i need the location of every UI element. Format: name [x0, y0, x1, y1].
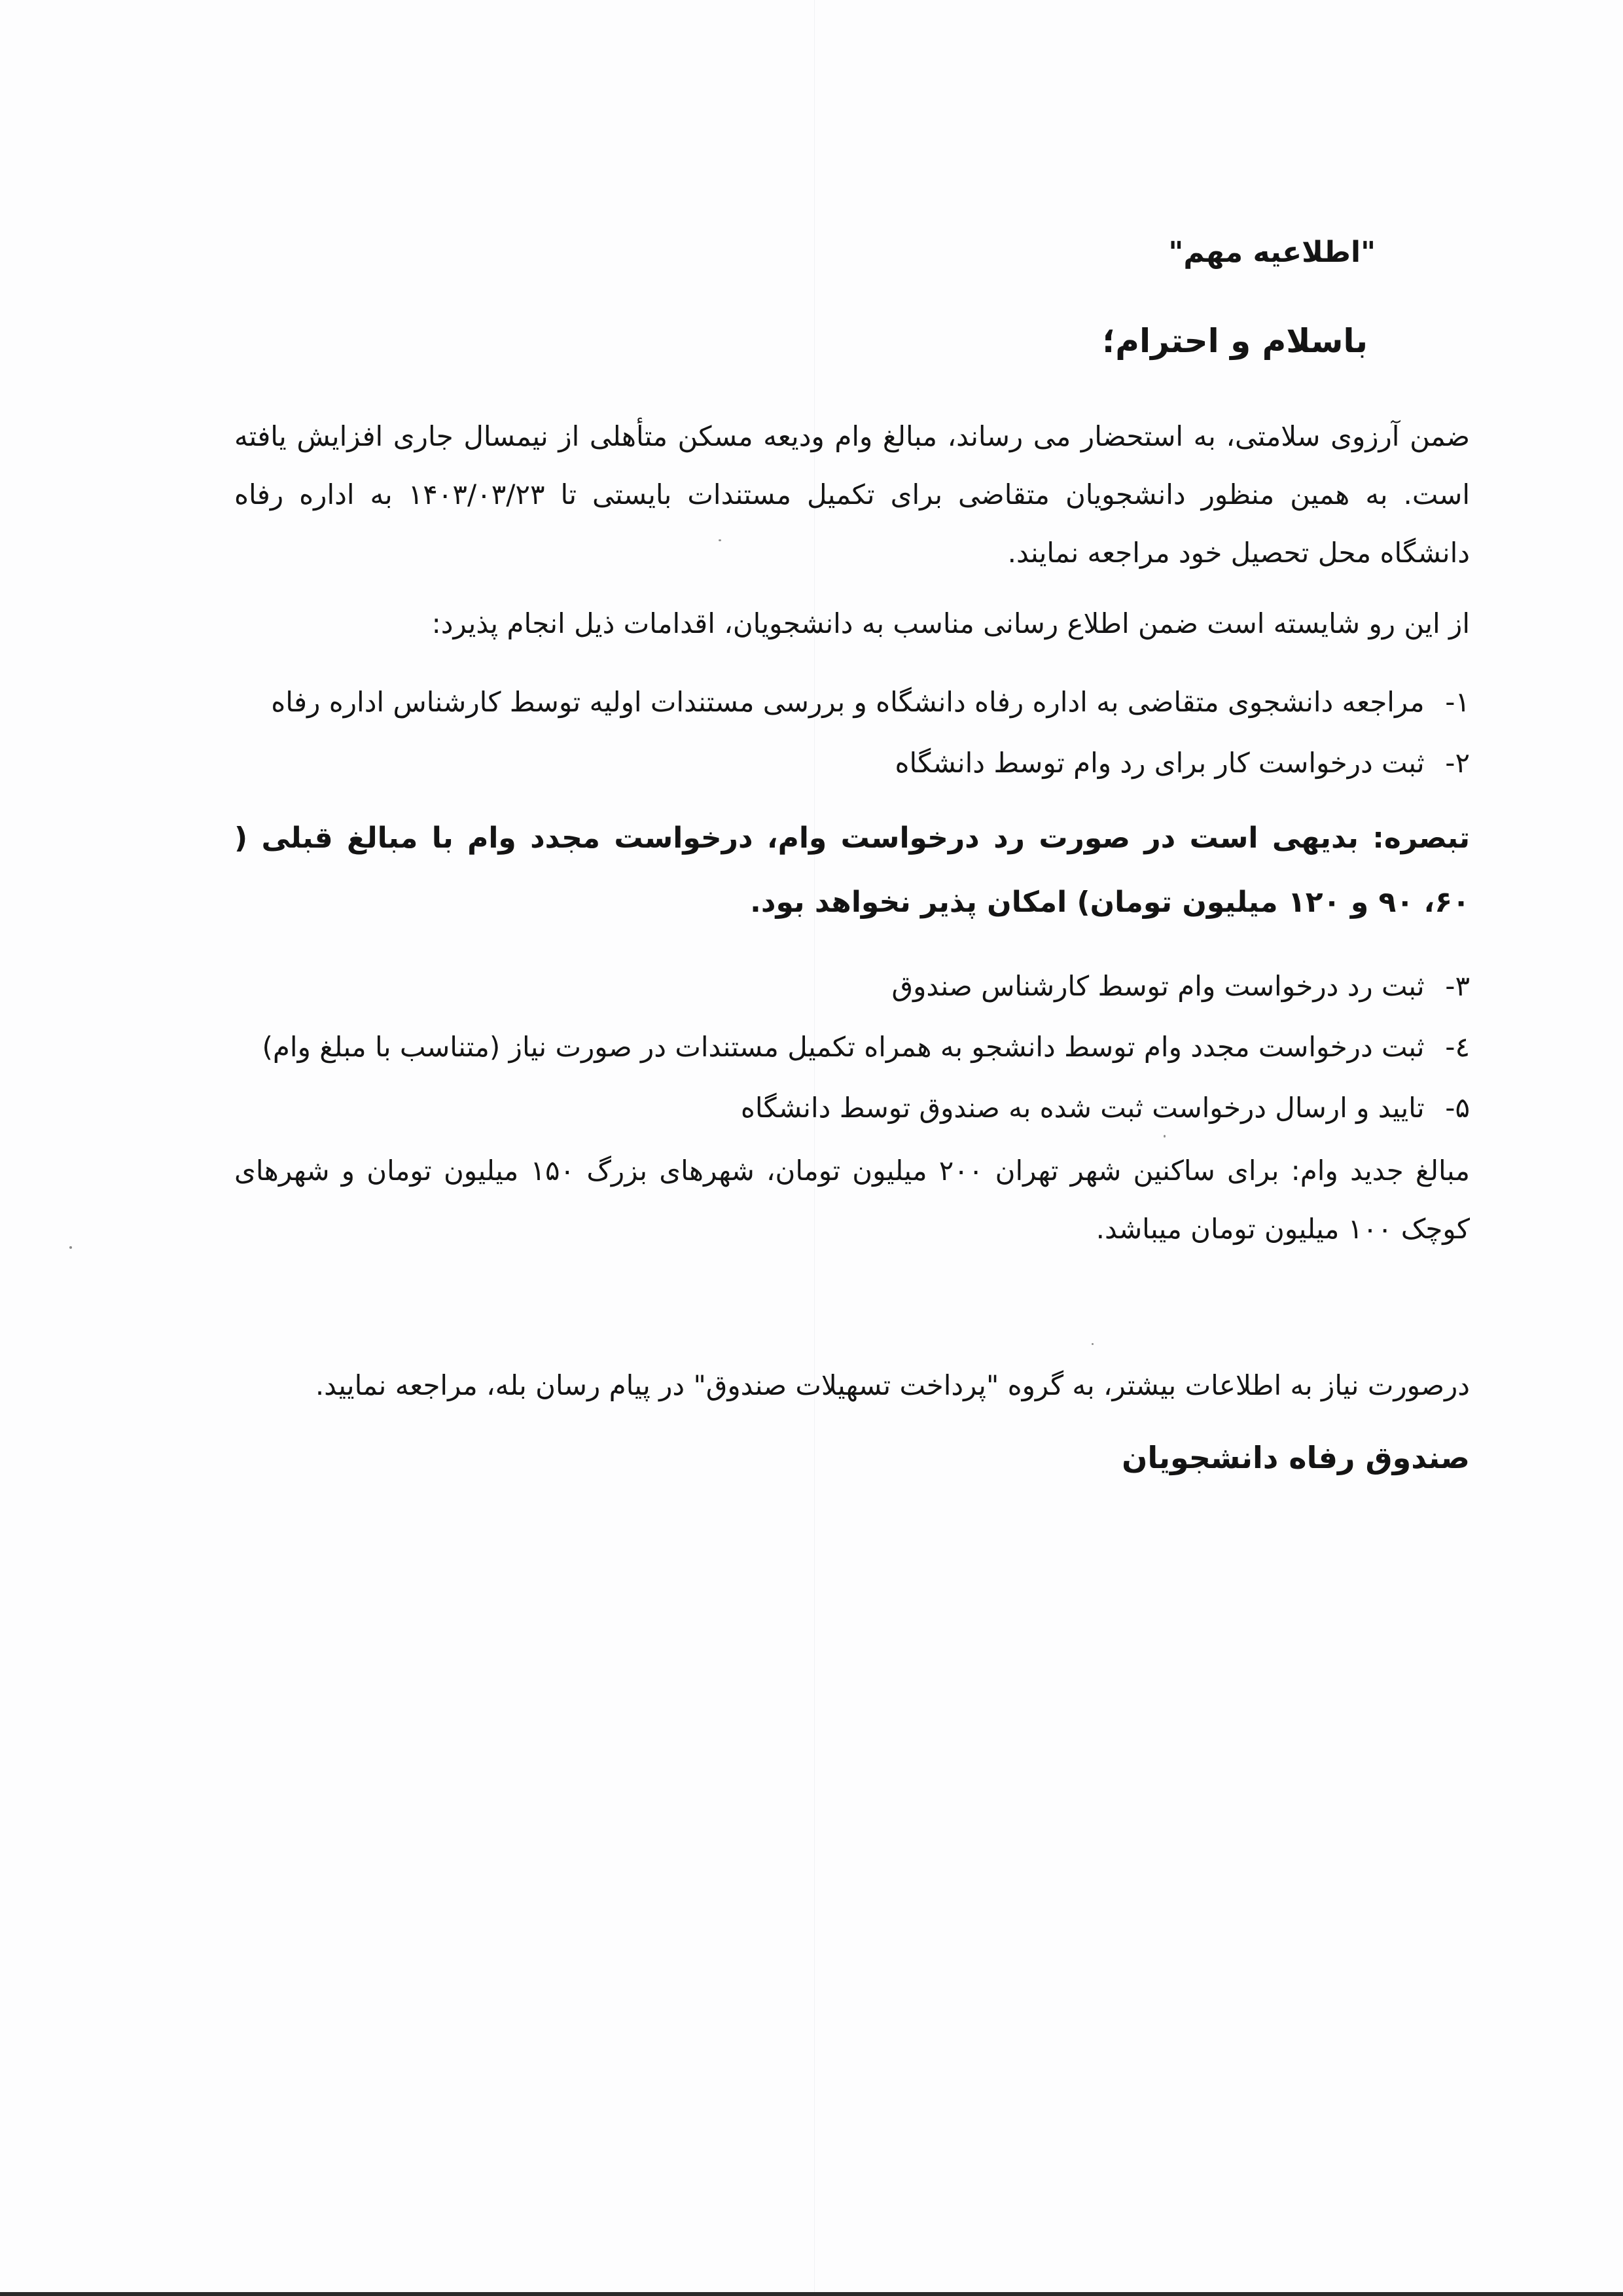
notice-title: "اطلاعیه مهم": [1168, 236, 1376, 269]
scan-speck: [69, 1246, 72, 1249]
list-item: [234, 732, 1470, 793]
step-number: ۵-: [1445, 1092, 1470, 1124]
signature: صندوق رفاه دانشجویان: [1122, 1440, 1470, 1475]
list-item: [234, 672, 1470, 732]
scan-speck: [1092, 1343, 1094, 1345]
actions-intro: از این رو شایسته است ضمن اطلاع رسانی مناسب به دانشجویان، اقدامات ذیل انجام پذیرد:: [431, 607, 1470, 639]
list-item: [234, 1077, 1470, 1138]
greeting: باسلام و احترام؛: [1102, 322, 1368, 360]
step-text: ثبت رد درخواست وام توسط کارشناس صندوق: [891, 970, 1425, 1002]
step-text: ثبت درخواست کار برای رد وام توسط دانشگاه: [895, 747, 1425, 779]
step-number: ۲-: [1445, 747, 1470, 779]
scan-bottom-edge: [0, 2292, 1623, 2296]
list-item: [234, 956, 1470, 1016]
steps-list-after-note: [234, 956, 1470, 1138]
new-amounts-paragraph: مبالغ جدید وام: برای ساکنین شهر تهران ۲۰۰ میلیون تومان، شهرهای بزرگ ۱۵۰ میلیون تومان و شهرهای کوچک ۱۰۰ میلیون تومان میباشد.: [234, 1155, 1470, 1245]
step-number: ۱-: [1445, 686, 1470, 718]
list-item: [234, 1016, 1470, 1077]
step-number: ۳-: [1445, 970, 1470, 1002]
note-paragraph: تبصره: بدیهی است در صورت رد درخواست وام، درخواست مجدد وام با مبالغ قبلی ( ۶۰، ۹۰ و ۱۲۰ میلیون تومان) امکان پذیر نخواهد بود.: [234, 821, 1470, 919]
step-text: مراجعه دانشجوی متقاضی به اداره رفاه دانشگاه و بررسی مستندات اولیه توسط کارشناس اداره رفاه: [271, 686, 1425, 718]
step-text: تایید و ارسال درخواست ثبت شده به صندوق توسط دانشگاه: [740, 1092, 1425, 1124]
step-text: ثبت درخواست مجدد وام توسط دانشجو به همراه تکمیل مستندات در صورت نیاز (متناسب با مبلغ وام): [262, 1031, 1425, 1063]
contact-paragraph: درصورت نیاز به اطلاعات بیشتر، به گروه "پرداخت تسهیلات صندوق" در پیام رسان بله، مراجعه نمایید.: [315, 1369, 1470, 1401]
intro-paragraph: ضمن آرزوی سلامتی، به استحضار می رساند، مبالغ وام ودیعه مسکن متأهلی از نیمسال جاری افزایش یافته است. به همین منظور دانشجویان متقاضی برای تکمیل مستندات بایستی تا ۱۴۰۳/۰۳/۲۳ به اداره رفاه دانشگاه محل تحصیل خود مراجعه نمایند.: [234, 420, 1470, 569]
steps-list-before-note: [234, 672, 1470, 793]
step-number: ٤-: [1445, 1031, 1470, 1063]
